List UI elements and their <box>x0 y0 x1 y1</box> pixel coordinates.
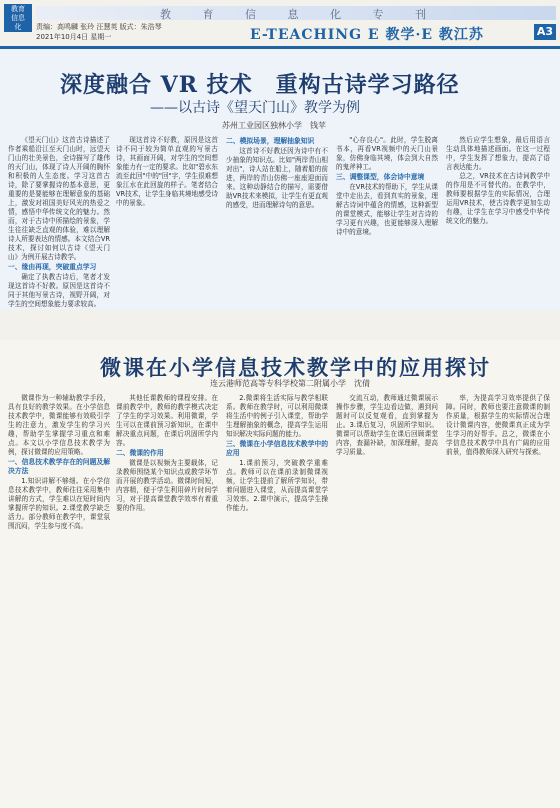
paragraph: 微课是以视频为主要载体，记录教师围绕某个知识点或教学环节而开展的教学活动。微课时间短，内容精，便于学生利用碎片时间学习，对于提高课堂教学效率有着重要的作用。 <box>116 459 218 512</box>
section-heading: 三、微课在小学信息技术教学中的应用 <box>226 440 328 457</box>
article-1-column-2 <box>116 136 218 334</box>
section-heading: 三、调整课型，体会诗中意境 <box>336 173 425 181</box>
masthead <box>0 0 560 50</box>
section-logo <box>4 4 32 32</box>
paragraph: 率，为提高学习效率提供了保障。同时，教师也要注意微课的制作质量，根据学生的实际情况合理设计微课内容，使微课真正成为学生学习的好帮手。总之，微课在小学信息技术教学中具有广阔的应用前景，值得教师深入研究与探索。 <box>446 394 550 456</box>
paragraph: 这首诗不好教还因为诗中有不少抽象的知识点。比如"两岸青山相对出"，诗人站在船上，随着船的前进，两岸的青山仿佛一座座迎面而来。这种动静结合的描写，需要借助VR技术来模拟，让学生有更直观的感受，进而理解诗句的意思。 <box>226 147 328 209</box>
section-name: 教 育 信 息 化 专 刊 <box>160 8 440 21</box>
article-2-column-3 <box>226 394 328 802</box>
article-1-byline: 苏州工业园区独林小学 钱苹 <box>222 121 326 130</box>
paragraph: 1.知识讲解不够细。在小学信息技术教学中，教师往往采用集中讲解的方式，学生难以在短时间内掌握所学的知识。2.课堂教学缺乏活力。部分教师在教学中，课堂氛围沉闷，学生参与度不高。 <box>8 477 110 530</box>
logo-line: 化 <box>14 22 22 31</box>
paragraph: 其他任课教师的课程安排。在课前教学中，教师的教学模式决定了学生的学习效果。利用微课，学生可以在课前预习新知识，在课中解决重点问题，在课后巩固所学内容。 <box>116 394 218 447</box>
paragraph: 1.课前预习，突破教学重难点。教师可以在课前录制微课视频，让学生提前了解所学知识，带着问题进入课堂，从而提高课堂学习效率。2.课中演示，提高学生操作能力。 <box>226 459 328 512</box>
article-1-column-5 <box>446 136 550 334</box>
article-1-column-4 <box>336 136 438 334</box>
article-1-subtitle: ——以古诗《望天门山》教学为例 <box>150 100 360 116</box>
paragraph: "心存良心"。此时，学生脱离书本，再看VR视频中的天门山景象，仿佛身临其境，体会到大自然的鬼斧神工。 <box>336 136 438 171</box>
header-rule <box>0 46 560 49</box>
article-2-column-5 <box>446 394 550 802</box>
section-heading: 一、信息技术教学存在的问题及解决方法 <box>8 458 110 475</box>
paragraph: 在VR技术的帮助下，学生从课堂中走出去，看到真实的景象，理解古诗词中蕴含的情感，这种新型的课堂模式，能够让学生对古诗的学习更有兴趣，也更能够深入理解诗中的意境。 <box>336 183 438 236</box>
article-2-column-2 <box>116 394 218 802</box>
paragraph: 《望天门山》这首古诗描述了作者乘船沿江至天门山时，远望天门山的壮美景色，全诗描写了雄伟的天门山，体现了诗人开阔的胸怀和积极的人生态度。学习这首古诗，除了要掌握诗的基本意思，更重要的是要能够在理解意象的基础上，激发对祖国美好风光的热爱之情，感悟中华传统文化的魅力。然而，对于古诗中所描绘的景象，学生往往缺乏直观的体验，难以理解诗人所要表达的情感。本文结合VR技术，探讨如何以古诗《望天门山》为例开展古诗教学。 <box>8 136 110 261</box>
paragraph: 总之，VR技术在古诗词教学中的作用是不可替代的。在教学中，教师要根据学生的实际情况，合理运用VR技术，使古诗教学更加生动有趣，让学生在学习中感受中华传统文化的魅力。 <box>446 172 550 225</box>
paragraph: 然后应学生想象，最后用语言生动具体地描述画面。在这一过程中，学生发挥了想象力，提高了语言表达能力。 <box>446 136 550 171</box>
paragraph: 2.微课将生活实际与教学相联系。教师在教学时，可以利用微课将生活中的例子引入课堂，帮助学生理解抽象的概念，提高学生运用知识解决实际问题的能力。 <box>226 394 328 438</box>
paragraph: 交流互动，教师通过微课展示操作步骤，学生边看边做，遇到问题时可以反复观看，直到掌握为止。3.课后复习，巩固所学知识。微课可以帮助学生在课后回顾课堂内容，查漏补缺，加深理解，提高学习质量。 <box>336 394 438 456</box>
article-1-title: 深度融合 VR 技术 重构古诗学习路径 <box>60 72 460 98</box>
section-heading: 一、缘由再现，突破重点学习 <box>8 263 97 271</box>
article-1-column-3 <box>226 136 328 334</box>
article-1-column-1 <box>8 136 110 334</box>
logo-line: 教育 <box>11 4 25 13</box>
section-heading: 二、微课的作用 <box>116 449 164 457</box>
section-heading: 二、模拟场景，理解抽象知识 <box>226 137 315 145</box>
paragraph: 确定了执教古诗后，笔者才发现这首诗不好教。原因是这首诗不同于其他写景古诗，视野开阔，对学生的空间想象能力要求较高。 <box>8 273 110 308</box>
page-number: A3 <box>534 24 556 40</box>
logo-line: 信息 <box>11 13 25 22</box>
article-2-column-4 <box>336 394 438 802</box>
issue-date: 2021年10月4日 星期一 <box>36 33 112 41</box>
article-2-title: 微课在小学信息技术教学中的应用探讨 <box>100 355 491 380</box>
brand-title: E-TEACHING E 教学·E 教江苏 <box>250 27 484 43</box>
paragraph: 微课作为一种辅助教学手段，具有良好的教学效果。在小学信息技术教学中，微课能够有效吸引学生的注意力，激发学生的学习兴趣，帮助学生掌握学习重点和难点。本文以小学信息技术教学为例，探讨微课的应用策略。 <box>8 394 110 456</box>
paragraph: 现这首诗不好教，原因是这首诗不同于较为简单直观的写景古诗，其画面开阔，对学生的空间想象能力有一定的要求。比如"碧水东流至此回"中的"回"字，学生很难想象江水在此回旋的样子。笔者结合VR技术，让学生身临其境地感受诗中的景象。 <box>116 136 218 207</box>
article-2-byline: 连云港师范高等专科学校第二附属小学 沈倩 <box>210 379 370 388</box>
article-2-column-1 <box>8 394 110 802</box>
editor-credits: 责编：高鸣麟 张玲 汪慧英 版式：朱浩琴 <box>36 23 162 31</box>
